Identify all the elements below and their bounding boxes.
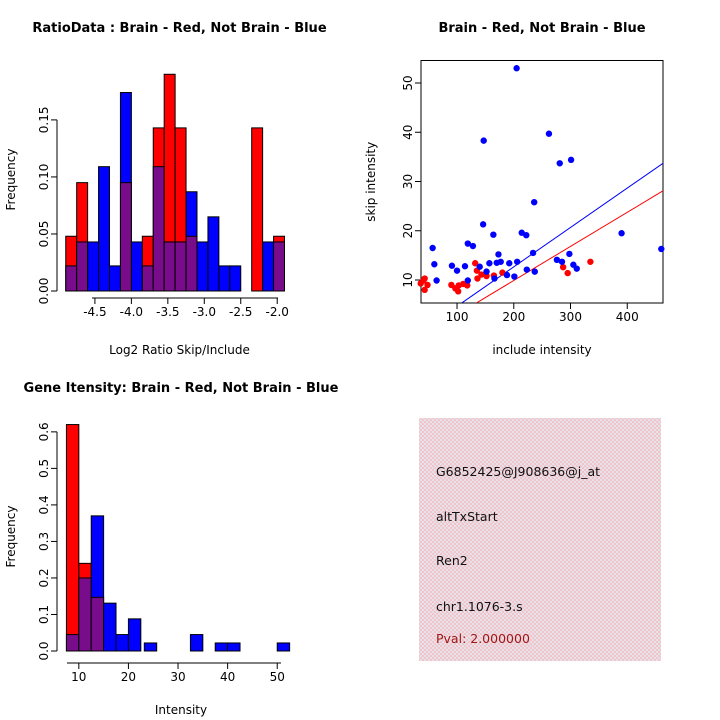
event-type-text: altTxStart xyxy=(436,509,498,524)
x-tick-label: 50 xyxy=(269,670,285,684)
data-point-blue xyxy=(494,260,500,266)
x-tick-label: 100 xyxy=(445,310,469,324)
data-point-blue xyxy=(658,246,664,252)
data-point-red xyxy=(587,259,593,265)
hist-bar-overlap xyxy=(164,242,175,291)
data-point-blue xyxy=(557,160,563,166)
hist-bar-blue xyxy=(197,242,208,291)
x-tick-label: -3.5 xyxy=(156,305,180,319)
hist-bar-overlap xyxy=(120,183,131,291)
chart-title: Brain - Red, Not Brain - Blue xyxy=(438,21,646,36)
y-tick-label: 10 xyxy=(401,272,415,288)
y-tick-label: 0.0 xyxy=(37,641,51,661)
data-point-blue xyxy=(568,157,574,163)
y-tick-label: 0.3 xyxy=(37,531,51,551)
x-tick-label: 10 xyxy=(71,670,87,684)
x-tick-label: 40 xyxy=(219,670,236,684)
y-tick-label: 0.1 xyxy=(37,604,51,625)
y-tick-label: 0.00 xyxy=(37,277,51,305)
hist-bar-blue xyxy=(277,643,289,651)
y-tick-label: 30 xyxy=(401,173,415,190)
hist-bar-blue xyxy=(104,603,116,651)
x-tick-label: -3.0 xyxy=(192,305,217,319)
y-tick-label: 50 xyxy=(401,75,415,91)
info-box xyxy=(419,418,661,661)
pval-text: Pval: 2.000000 xyxy=(436,631,530,646)
y-axis-label: Frequency xyxy=(4,505,18,568)
data-point-blue xyxy=(524,266,530,272)
y-tick-label: 0.05 xyxy=(37,220,51,248)
data-point-blue xyxy=(470,243,476,249)
hist-bar-blue xyxy=(219,266,230,291)
scatter-plot-panel xyxy=(360,0,720,360)
data-point-blue xyxy=(618,230,624,236)
location-text: chr1.1076-3.s xyxy=(436,599,523,614)
hist-bar-blue xyxy=(116,635,128,651)
x-tick-label: 20 xyxy=(120,670,137,684)
hist-bar-overlap xyxy=(66,635,78,651)
data-point-blue xyxy=(559,259,565,265)
data-point-red xyxy=(455,288,461,294)
y-tick-label: 20 xyxy=(401,223,415,239)
x-tick-label: 300 xyxy=(559,310,582,324)
probe-id-text: G6852425@J908636@j_at xyxy=(436,464,601,479)
hist-bar-blue xyxy=(128,619,140,651)
data-point-blue xyxy=(506,260,512,266)
data-point-red xyxy=(420,277,426,283)
data-point-blue xyxy=(504,272,510,278)
hist-bar-overlap xyxy=(79,578,91,651)
data-point-blue xyxy=(532,268,538,274)
y-tick-label: 0.10 xyxy=(37,163,51,191)
ratio-histogram-panel xyxy=(0,0,360,360)
chart-title: RatioData : Brain - Red, Not Brain - Blue xyxy=(32,21,327,36)
data-point-blue xyxy=(477,264,483,270)
info-panel xyxy=(360,360,720,720)
hist-bar-blue xyxy=(230,266,241,291)
data-point-blue xyxy=(490,231,496,237)
hist-bar-overlap xyxy=(175,242,186,291)
y-axis xyxy=(37,422,57,660)
x-tick-label: -2.0 xyxy=(265,305,289,319)
hist-bar-blue xyxy=(131,242,142,291)
data-point-red xyxy=(564,270,570,276)
x-tick-label: -2.5 xyxy=(229,305,253,319)
hist-bar-red xyxy=(252,128,263,291)
data-point-blue xyxy=(531,199,537,205)
gene-name-text: Ren2 xyxy=(436,553,468,568)
hist-bar-overlap xyxy=(186,236,197,291)
hist-bar-overlap xyxy=(66,266,77,291)
x-tick-label: 30 xyxy=(170,670,186,684)
data-point-blue xyxy=(495,251,501,257)
y-axis-label: skip intensity xyxy=(364,141,378,222)
bars-group xyxy=(66,425,289,651)
data-point-blue xyxy=(480,221,486,227)
hist-bar-blue xyxy=(88,242,99,291)
hist-bar-overlap xyxy=(153,167,164,291)
hist-bar-overlap xyxy=(77,242,88,291)
data-point-blue xyxy=(566,251,572,257)
y-axis xyxy=(37,107,57,305)
y-tick-label: 40 xyxy=(401,124,415,140)
hist-bar-blue xyxy=(208,217,219,291)
chart-title: Gene Itensity: Brain - Red, Not Brain - Blue xyxy=(23,381,339,396)
data-point-blue xyxy=(483,268,489,274)
data-point-blue xyxy=(462,263,468,269)
points-blue xyxy=(429,65,664,284)
y-tick-label: 0.2 xyxy=(37,568,51,588)
data-point-blue xyxy=(465,277,471,283)
hist-bar-overlap xyxy=(91,597,103,651)
x-axis-label: Log2 Ratio Skip/Include xyxy=(109,343,250,357)
y-tick-label: 0.4 xyxy=(37,495,51,515)
y-axis xyxy=(401,75,421,287)
hist-bar-blue xyxy=(110,266,121,291)
data-point-red xyxy=(421,287,427,293)
gene-intensity-histogram-panel xyxy=(0,360,360,720)
data-point-blue xyxy=(480,137,486,143)
hist-bar-blue xyxy=(228,643,240,651)
hist-bar-blue xyxy=(144,643,156,651)
x-axis xyxy=(83,298,289,319)
data-point-blue xyxy=(491,275,497,281)
hist-bar-overlap xyxy=(142,266,153,291)
data-point-blue xyxy=(486,260,492,266)
data-point-blue xyxy=(454,267,460,273)
y-tick-label: 0.5 xyxy=(37,458,51,478)
x-axis xyxy=(446,303,639,324)
hist-bar-overlap xyxy=(274,242,285,291)
data-point-blue xyxy=(530,250,536,256)
data-point-blue xyxy=(431,261,437,267)
hist-bar-red xyxy=(66,425,78,651)
data-point-blue xyxy=(514,259,520,265)
y-tick-label: 0.15 xyxy=(37,106,51,134)
hist-bar-blue xyxy=(263,242,274,291)
data-point-red xyxy=(560,264,566,270)
x-tick-label: -4.5 xyxy=(83,305,107,319)
x-axis xyxy=(67,663,285,684)
x-tick-label: -4.0 xyxy=(119,305,144,319)
data-point-blue xyxy=(546,131,552,137)
data-point-blue xyxy=(449,263,455,269)
x-tick-label: 200 xyxy=(502,310,526,324)
plot-box xyxy=(421,61,663,304)
data-point-blue xyxy=(574,265,580,271)
x-axis-label: include intensity xyxy=(492,343,592,357)
bars-group xyxy=(66,74,285,291)
x-axis-label: Intensity xyxy=(154,703,208,717)
hist-bar-blue xyxy=(215,643,227,651)
hist-bar-blue xyxy=(190,635,202,651)
data-point-blue xyxy=(511,273,517,279)
data-point-blue xyxy=(523,232,529,238)
y-tick-label: 0.6 xyxy=(37,422,51,442)
data-point-blue xyxy=(513,65,519,71)
y-axis-label: Frequency xyxy=(4,148,18,211)
hist-bar-blue xyxy=(99,167,110,291)
red-fit-line xyxy=(477,191,663,303)
data-point-blue xyxy=(429,245,435,251)
x-tick-label: 400 xyxy=(615,310,639,324)
data-point-blue xyxy=(433,277,439,283)
